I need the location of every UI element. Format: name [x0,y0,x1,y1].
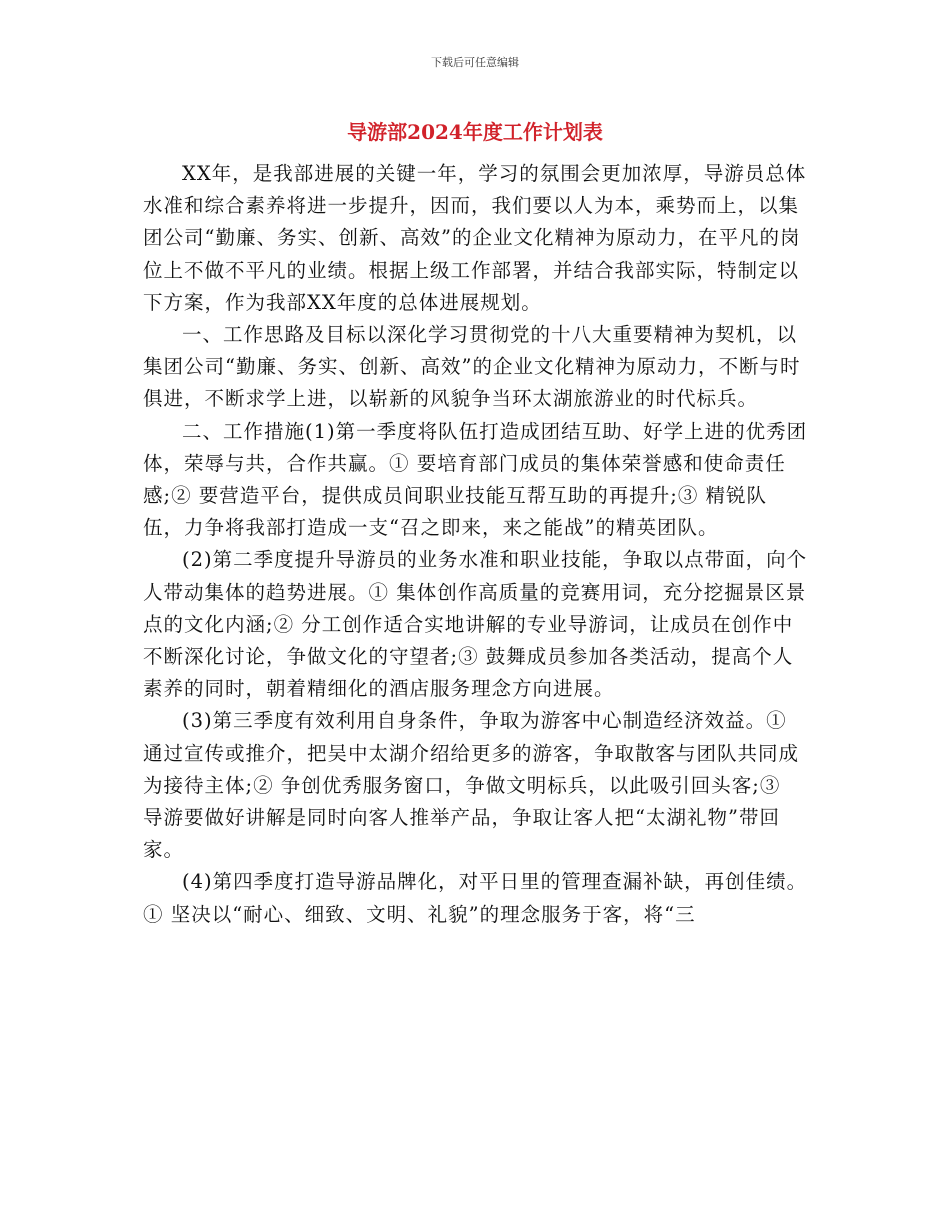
paragraph-work-ideas: 一、工作思路及目标以深化学习贯彻党的十八大重要精神为契机，以集团公司“勤廉、务实、创新、高效”的企业文化精神为原动力，不断与时俱进，不断求学上进，以崭新的风貌争当环太湖旅游业的时代标兵。 [143,323,801,411]
paragraph-measures-q3: (3)第三季度有效利用自身条件，争取为游客中心制造经济效益。① 通过宣传或推介，把吴中太湖介绍给更多的游客，争取散客与团队共同成为接待主体;② 争创优秀服务窗口，争做文明标兵，以此吸引回头客;③ 导游要做好讲解是同时向客人推举产品，争取让客人把“太湖礼物”带回家。 [143,709,800,862]
paragraph-measures-q4: (4)第四季度打造导游品牌化，对平日里的管理查漏补缺，再创佳绩。① 坚决以“耐心、细致、文明、礼貌”的理念服务于客，将“三 [143,870,808,926]
document-body [143,158,808,931]
page-header-note: 下载后可任意编辑 [431,56,519,69]
document-title: 导游部2024年度工作计划表 [347,120,603,144]
paragraph-measures-q2: (2)第二季度提升导游员的业务水准和职业技能，争取以点带面，向个人带动集体的趋势进展。① 集体创作高质量的竞赛用词，充分挖掘景区景点的文化内涵;② 分工创作适合实地讲解的专业导游词，让成员在创作中不断深化讨论，争做文化的守望者;③ 鼓舞成员参加各类活动，提高个人素养的同时，朝着精细化的酒店服务理念方向进展。 [143,548,808,701]
paragraph-intro: XX年，是我部进展的关键一年，学习的氛围会更加浓厚，导游员总体水准和综合素养将进一步提升，因而，我们要以人为本，乘势而上，以集团公司“勤廉、务实、创新、高效”的企业文化精神为原动力，在平凡的岗位上不做不平凡的业绩。根据上级工作部署，并结合我部实际，特制定以下方案，作为我部XX年度的总体进展规划。 [143,162,807,314]
paragraph-measures-q1: 二、工作措施(1)第一季度将队伍打造成团结互助、好学上进的优秀团体，荣辱与共，合作共赢。① 要培育部门成员的集体荣誉感和使命责任感;② 要营造平台，提供成员间职业技能互帮互助的再提升;③ 精锐队伍，力争将我部打造成一支“召之即来，来之能战”的精英团队。 [143,419,808,540]
